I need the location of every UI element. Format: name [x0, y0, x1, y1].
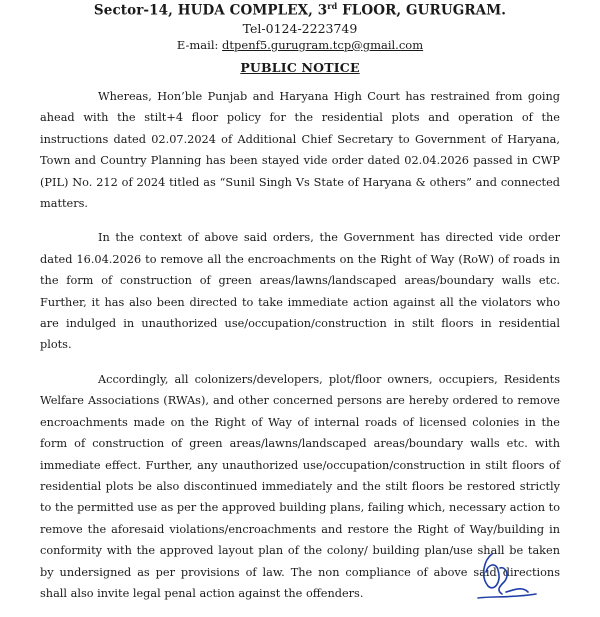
- office-phone: Tel-0124-2223749: [242, 20, 358, 36]
- notice-paragraph-1: Whereas, Hon’ble Punjab and Haryana High Court has restrained from going ahead with the stilt+4 floor policy for the residential plots and operation of the instructions dated 02.07.2024 of Additional Chief Secretary to Government of Haryana, Town and Country Planning has been stayed vide order dated 02.04.2026 passed in CWP (PIL) No. 212 of 2024 titled as “Sunil Singh Vs State of Haryana & others” and connected matters.: [40, 90, 560, 211]
- address-suffix: FLOOR, GURUGRAM.: [337, 2, 507, 19]
- notice-paragraph-3: Accordingly, all colonizers/developers, plot/floor owners, occupiers, Residents Welfare Associations (RWAs), and other concerned persons are hereby ordered to remove encroachments made on the Right of Way of internal roads of licensed colonies in the form of construction of green areas/lawns/landscaped areas/boundary walls etc. with immediate effect. Further, any unauthorized use/occupation/construction in stilt floors of residential plots be also discontinued immediately and the stilt floors be restored strictly to the permitted use as per the approved building plans, failing which, necessary action to remove the aforesaid violations/encroachments and restore the Right of Way/building in conformity with the approved layout plan of the colony/ building plan/use shall be taken by undersigned as per provisions of law. The non compliance of above said directions shall also invite legal penal action against the offenders.: [40, 372, 560, 600]
- email-link[interactable]: dtpenf5.gurugram.tcp@gmail.com: [222, 37, 424, 52]
- handwritten-signature: [462, 546, 542, 606]
- letterhead: [0, 0, 600, 54]
- signature-stroke: [478, 554, 536, 598]
- office-address: [0, 0, 600, 20]
- notice-title: PUBLIC NOTICE: [240, 60, 360, 75]
- office-email: [0, 37, 600, 54]
- address-sup: rd: [327, 1, 338, 11]
- notice-paragraph-2: In the context of above said orders, the Government has directed vide order dated 16.04.2026 to remove all the encroachments on the Right of Way (RoW) of roads in the form of construction of green areas/lawns/landscaped areas/boundary walls etc. Further, it has also been directed to take immediate action against all the violators who are indulged in unauthorized use/occupation/construction in stilt floors in residential plots.: [40, 231, 560, 352]
- email-label: E-mail:: [176, 37, 223, 52]
- notice-body: [40, 86, 560, 617]
- address-text: Sector-14, HUDA COMPLEX, 3: [93, 2, 328, 19]
